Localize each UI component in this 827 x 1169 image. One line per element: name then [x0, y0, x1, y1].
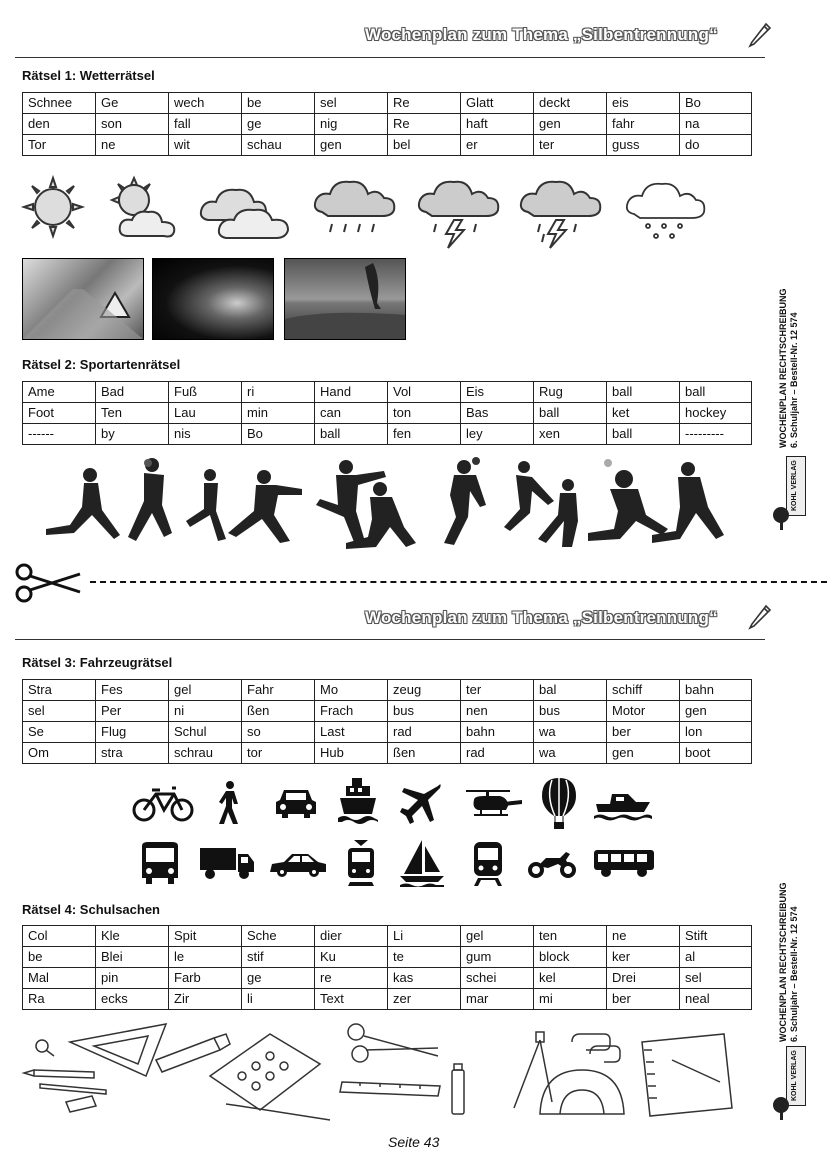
train-icon: [470, 840, 506, 888]
badminton-player-silhouette: [186, 469, 226, 541]
syllable-cell: Vol: [388, 382, 461, 403]
tornado-photo: [284, 258, 406, 340]
syllable-cell: ge: [242, 114, 315, 135]
syllable-cell: boot: [680, 743, 752, 764]
syllable-cell: sel: [23, 701, 96, 722]
syllable-row: [23, 743, 752, 764]
syllable-cell: ber: [607, 989, 680, 1010]
tree-logo-icon: [770, 1096, 792, 1120]
syllable-cell: schiff: [607, 680, 680, 701]
syllable-cell: Col: [23, 926, 96, 947]
motorboat-icon: [592, 788, 654, 824]
syllable-row: [23, 424, 752, 445]
ruler-icon: [340, 1082, 440, 1096]
cut-line: [90, 581, 827, 583]
syllable-cell: deckt: [534, 93, 607, 114]
rain-cloud-icon: [312, 172, 398, 248]
syllable-cell: Sche: [242, 926, 315, 947]
vehicle-icons-row-1: [130, 776, 670, 830]
syllable-cell: mi: [534, 989, 607, 1010]
syllable-cell: Ku: [315, 947, 388, 968]
syllable-cell: nis: [169, 424, 242, 445]
syllable-cell: Flug: [96, 722, 169, 743]
syllable-row: [23, 701, 752, 722]
syllable-cell: bus: [388, 701, 461, 722]
syllable-cell: bus: [534, 701, 607, 722]
thunderstorm-icon: [416, 172, 502, 252]
puzzle-3-title: Rätsel 3: Fahrzeugrätsel: [22, 655, 173, 670]
syllable-cell: Bo: [242, 424, 315, 445]
clouds-icon: [196, 176, 296, 242]
puzzle-4-table: [22, 925, 752, 1010]
pen-icon: [40, 1084, 106, 1094]
pencil-icon: [746, 20, 774, 48]
runner-silhouette: [46, 468, 120, 539]
pencil-icon: [24, 1070, 94, 1078]
puzzle-1-title: Rätsel 1: Wetterrätsel: [22, 68, 155, 83]
syllable-cell: wa: [534, 722, 607, 743]
syllable-cell: fall: [169, 114, 242, 135]
syllable-cell: block: [534, 947, 607, 968]
syllable-cell: Fes: [96, 680, 169, 701]
syllable-cell: Drei: [607, 968, 680, 989]
tree-logo-icon: [770, 506, 792, 530]
syllable-cell: sel: [315, 93, 388, 114]
header-title-1: Wochenplan zum Thema „Silbentrennung“: [365, 25, 718, 44]
syllable-cell: ball: [315, 424, 388, 445]
helicopter-icon: [460, 788, 524, 822]
syllable-cell: Fahr: [242, 680, 315, 701]
syllable-cell: Hand: [315, 382, 388, 403]
syllable-cell: do: [680, 135, 752, 156]
syllable-cell: zeug: [388, 680, 461, 701]
syllable-cell: Last: [315, 722, 388, 743]
syllable-cell: Bas: [461, 403, 534, 424]
truck-icon: [198, 846, 256, 880]
syllable-cell: Spit: [169, 926, 242, 947]
tram-icon: [344, 838, 378, 888]
syllable-row: [23, 93, 752, 114]
syllable-cell: bahn: [461, 722, 534, 743]
syllable-cell: Hub: [315, 743, 388, 764]
syllable-cell: stra: [96, 743, 169, 764]
page-number: Seite 43: [388, 1134, 440, 1150]
syllable-cell: ßen: [242, 701, 315, 722]
syllable-cell: schrau: [169, 743, 242, 764]
syllable-cell: ball: [680, 382, 752, 403]
motorcycle-icon: [526, 848, 578, 880]
scissors-school-icon: [348, 1024, 438, 1062]
syllable-cell: gel: [461, 926, 534, 947]
syllable-cell: ton: [388, 403, 461, 424]
syllable-cell: hockey: [680, 403, 752, 424]
sailboat-icon: [398, 838, 446, 888]
syllable-cell: Mal: [23, 968, 96, 989]
syllable-cell: Motor: [607, 701, 680, 722]
syllable-cell: lon: [680, 722, 752, 743]
syllable-row: [23, 114, 752, 135]
syllable-cell: rad: [461, 743, 534, 764]
syllable-cell: rad: [388, 722, 461, 743]
syllable-cell: Se: [23, 722, 96, 743]
syllable-cell: ri: [242, 382, 315, 403]
notepad-icon: [642, 1034, 732, 1116]
eraser-icon: [66, 1096, 96, 1112]
syllable-cell: Bad: [96, 382, 169, 403]
american-football-silhouette: [588, 470, 668, 541]
syllable-cell: Stra: [23, 680, 96, 701]
sidebar-line-2: 6. Schuljahr – Bestell-Nr. 12 574: [789, 312, 799, 448]
sidebar-line-2: 6. Schuljahr – Bestell-Nr. 12 574: [789, 906, 799, 1042]
syllable-cell: tor: [242, 743, 315, 764]
airplane-icon: [398, 782, 442, 826]
syllable-cell: dier: [315, 926, 388, 947]
syllable-cell: ket: [607, 403, 680, 424]
syllable-row: [23, 947, 752, 968]
syllable-cell: Zir: [169, 989, 242, 1010]
syllable-cell: li: [242, 989, 315, 1010]
syllable-cell: er: [461, 135, 534, 156]
syllable-cell: schau: [242, 135, 315, 156]
syllable-row: [23, 135, 752, 156]
syllable-cell: ball: [534, 403, 607, 424]
syllable-cell: na: [680, 114, 752, 135]
puzzle-2-title: Rätsel 2: Sportartenrätsel: [22, 357, 181, 372]
syllable-cell: schei: [461, 968, 534, 989]
syllable-cell: ---------: [680, 424, 752, 445]
syllable-cell: Bo: [680, 93, 752, 114]
athletes-illustration: [40, 455, 730, 555]
syllable-cell: ßen: [388, 743, 461, 764]
syllable-cell: Mo: [315, 680, 388, 701]
syllable-row: [23, 722, 752, 743]
bicycle-icon: [132, 784, 194, 824]
football-player-silhouette: [444, 460, 486, 545]
syllable-cell: gen: [315, 135, 388, 156]
syllable-cell: nen: [461, 701, 534, 722]
compass-icon: [514, 1032, 552, 1108]
rugby-player-silhouette: [128, 458, 172, 541]
syllable-cell: fen: [388, 424, 461, 445]
syllable-cell: ne: [607, 926, 680, 947]
syllable-cell: bal: [534, 680, 607, 701]
syllable-cell: eis: [607, 93, 680, 114]
syllable-cell: ecks: [96, 989, 169, 1010]
syllable-cell: Lau: [169, 403, 242, 424]
syllable-cell: Schnee: [23, 93, 96, 114]
syllable-cell: gen: [607, 743, 680, 764]
sidebar-text-upper: [778, 289, 800, 449]
syllable-cell: son: [96, 114, 169, 135]
syllable-cell: ber: [607, 722, 680, 743]
vehicle-icons-row-2: [130, 838, 670, 890]
glue-tube-icon: [156, 1034, 230, 1072]
syllable-cell: Farb: [169, 968, 242, 989]
syllable-cell: bahn: [680, 680, 752, 701]
syllable-cell: ni: [169, 701, 242, 722]
paper-clips-icon: [572, 1034, 620, 1062]
syllable-cell: ten: [534, 926, 607, 947]
syllable-cell: Glatt: [461, 93, 534, 114]
car-front-icon: [274, 786, 318, 820]
school-supplies-illustration: [20, 1020, 760, 1124]
syllable-cell: Text: [315, 989, 388, 1010]
syllable-cell: mar: [461, 989, 534, 1010]
syllable-cell: ge: [242, 968, 315, 989]
syllable-cell: Tor: [23, 135, 96, 156]
syllable-cell: so: [242, 722, 315, 743]
syllable-cell: gen: [534, 114, 607, 135]
car-side-icon: [268, 852, 328, 878]
syllable-cell: by: [96, 424, 169, 445]
syllable-cell: haft: [461, 114, 534, 135]
syllable-row: [23, 382, 752, 403]
syllable-cell: ley: [461, 424, 534, 445]
puzzle-4-title: Rätsel 4: Schulsachen: [22, 902, 160, 917]
syllable-cell: re: [315, 968, 388, 989]
bus-front-icon: [138, 840, 182, 886]
syllable-cell: ------: [23, 424, 96, 445]
syllable-cell: ter: [534, 135, 607, 156]
ship-icon: [336, 776, 380, 828]
sidebar-line-1: WOCHENPLAN RECHTSCHREIBUNG: [778, 288, 788, 448]
syllable-cell: Re: [388, 93, 461, 114]
syllable-cell: pin: [96, 968, 169, 989]
syllable-cell: gen: [680, 701, 752, 722]
puzzle-3-table: [22, 679, 752, 764]
hot-air-balloon-icon: [540, 776, 578, 830]
syllable-row: [23, 968, 752, 989]
syllable-cell: ball: [607, 424, 680, 445]
syllable-cell: kel: [534, 968, 607, 989]
syllable-cell: can: [315, 403, 388, 424]
snow-cloud-icon: [624, 174, 706, 246]
syllable-cell: Ra: [23, 989, 96, 1010]
publisher-logo-text: KOHL VERLAG: [791, 1050, 798, 1101]
syllable-cell: ball: [607, 382, 680, 403]
syllable-cell: Re: [388, 114, 461, 135]
syllable-cell: bel: [388, 135, 461, 156]
pedestrian-icon: [216, 780, 242, 826]
syllable-cell: neal: [680, 989, 752, 1010]
syllable-row: [23, 926, 752, 947]
syllable-cell: ker: [607, 947, 680, 968]
syllable-row: [23, 680, 752, 701]
pencil-icon: [746, 602, 774, 630]
sidebar-line-1: WOCHENPLAN RECHTSCHREIBUNG: [778, 882, 788, 1042]
syllable-cell: fahr: [607, 114, 680, 135]
pushpin-icon: [36, 1040, 54, 1056]
syllable-cell: Schul: [169, 722, 242, 743]
syllable-cell: zer: [388, 989, 461, 1010]
syllable-cell: al: [680, 947, 752, 968]
syllable-cell: guss: [607, 135, 680, 156]
syllable-cell: ne: [96, 135, 169, 156]
syllable-cell: wit: [169, 135, 242, 156]
syllable-cell: wech: [169, 93, 242, 114]
syllable-cell: Frach: [315, 701, 388, 722]
syllable-cell: Per: [96, 701, 169, 722]
volleyball-player-silhouette: [504, 461, 554, 531]
syllable-cell: Eis: [461, 382, 534, 403]
syllable-cell: ter: [461, 680, 534, 701]
syllable-cell: min: [242, 403, 315, 424]
boxer-silhouette: [228, 470, 302, 543]
brush-icon: [226, 1104, 330, 1120]
publisher-logo-text: KOHL VERLAG: [791, 460, 798, 511]
sun-icon: [20, 174, 86, 240]
syllable-cell: Ge: [96, 93, 169, 114]
syllable-cell: sel: [680, 968, 752, 989]
header-rule-1: [15, 57, 765, 58]
syllable-cell: Ame: [23, 382, 96, 403]
syllable-cell: nig: [315, 114, 388, 135]
syllable-cell: xen: [534, 424, 607, 445]
sidebar-text-lower: [778, 883, 800, 1043]
sun-cloud-icon: [106, 174, 182, 244]
syllable-cell: Foot: [23, 403, 96, 424]
syllable-cell: Om: [23, 743, 96, 764]
syllable-cell: Rug: [534, 382, 607, 403]
syllable-cell: gel: [169, 680, 242, 701]
header-title-2: Wochenplan zum Thema „Silbentrennung“: [365, 608, 718, 627]
syllable-cell: stif: [242, 947, 315, 968]
syllable-cell: Kle: [96, 926, 169, 947]
syllable-cell: Stift: [680, 926, 752, 947]
icy-road-photo: [22, 258, 144, 340]
syllable-cell: le: [169, 947, 242, 968]
syllable-cell: Ten: [96, 403, 169, 424]
weather-icons: [20, 172, 740, 252]
thunder-rain-icon: [518, 172, 604, 252]
syllable-cell: den: [23, 114, 96, 135]
syllable-cell: kas: [388, 968, 461, 989]
coach-bus-icon: [592, 848, 656, 878]
fog-photo: [152, 258, 274, 340]
protractor-icon: [540, 1070, 624, 1114]
syllable-cell: Blei: [96, 947, 169, 968]
set-square-icon: [70, 1024, 166, 1076]
syllable-cell: te: [388, 947, 461, 968]
puzzle-2-table: [22, 381, 752, 445]
scissors-icon: [12, 562, 84, 604]
syllable-cell: Li: [388, 926, 461, 947]
tennis-player-silhouette: [538, 479, 578, 547]
syllable-cell: gum: [461, 947, 534, 968]
syllable-cell: wa: [534, 743, 607, 764]
syllable-cell: be: [23, 947, 96, 968]
syllable-cell: Fuß: [169, 382, 242, 403]
header-rule-2: [15, 639, 765, 640]
puzzle-1-table: [22, 92, 752, 156]
syllable-row: [23, 989, 752, 1010]
glue-stick-icon: [452, 1064, 464, 1114]
syllable-cell: be: [242, 93, 315, 114]
syllable-row: [23, 403, 752, 424]
